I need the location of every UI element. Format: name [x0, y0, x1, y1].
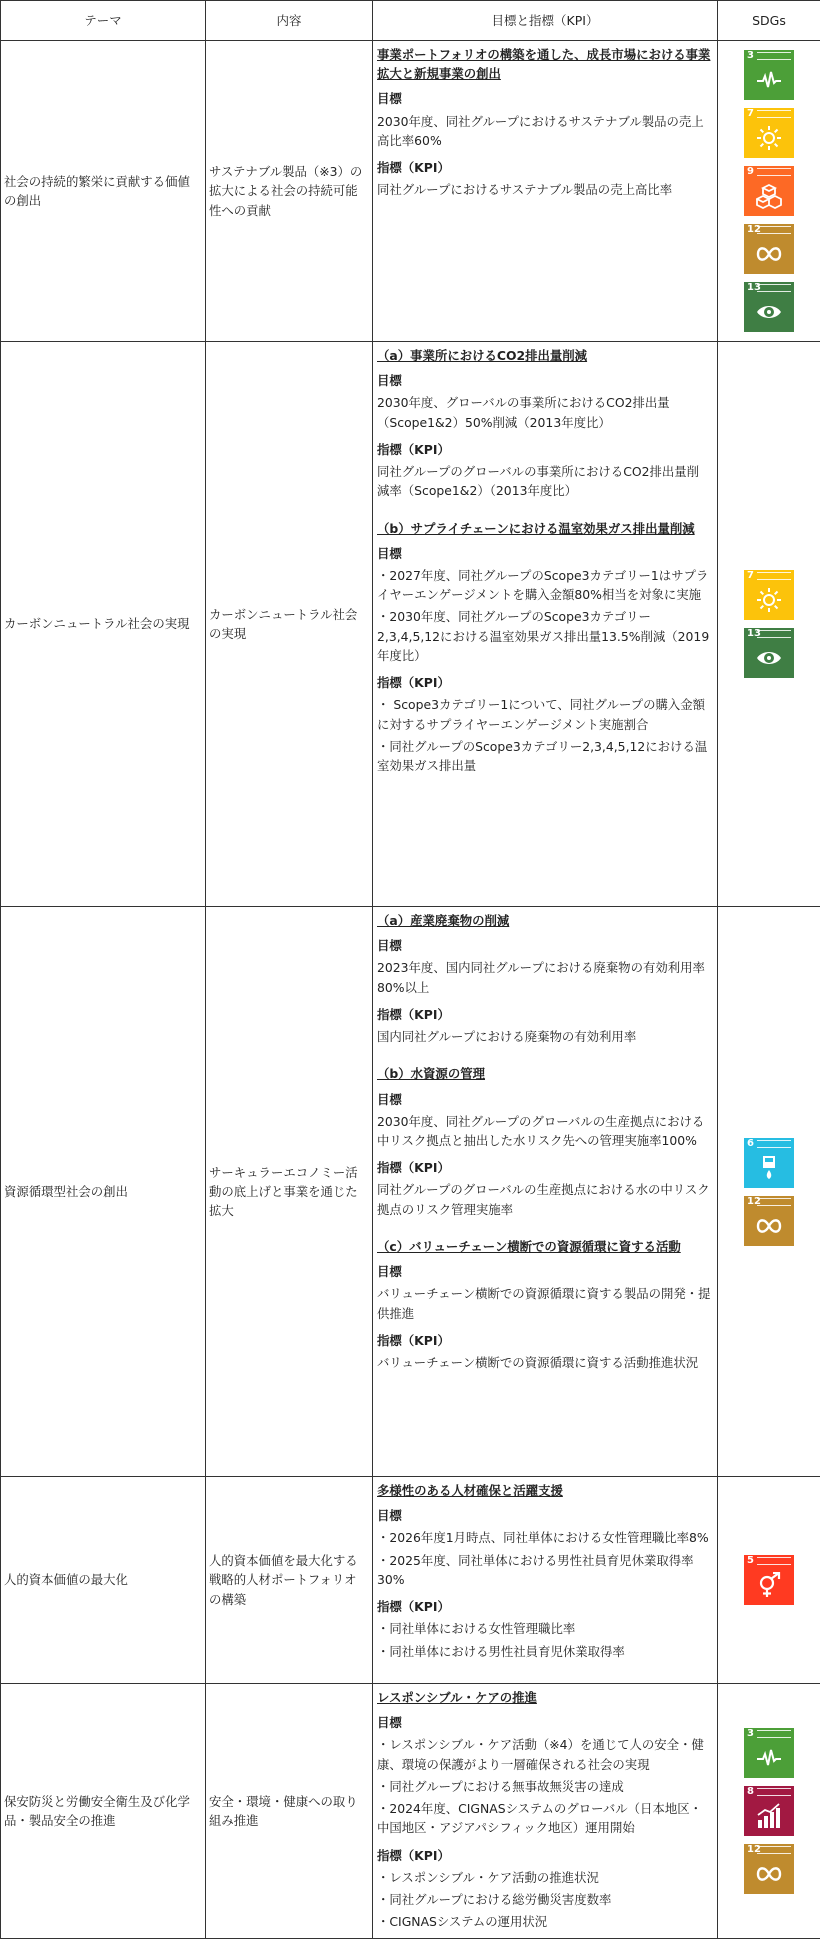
goal-text: ・2030年度、同社グループのScope3カテゴリー2,3,4,5,12における温室効果ガス排出量13.5%削減（2019年度比） — [377, 609, 710, 663]
sdg-caption-lines — [757, 168, 791, 176]
sdg-12-icon — [744, 224, 794, 274]
content-cell: サステナブル製品（※3）の拡大による社会の持続可能性への貢献 — [206, 41, 373, 342]
kpi-label: 指標（KPI） — [377, 1599, 450, 1615]
sdg-caption-lines — [757, 52, 791, 60]
content-cell: カーボンニュートラル社会の実現 — [206, 342, 373, 907]
goal-block — [377, 519, 711, 776]
goal-text: 2030年度、同社グループにおけるサステナブル製品の売上高比率60% — [377, 113, 704, 148]
kpi-text: 同社グループにおけるサステナブル製品の売上高比率 — [377, 182, 673, 198]
sdg-caption-lines — [757, 630, 791, 638]
goal-label: 目標 — [377, 1715, 402, 1731]
sdg-number: 12 — [747, 224, 761, 235]
goals-cell — [373, 41, 718, 342]
goal-block — [377, 45, 711, 200]
theme-cell: 社会の持続的繁栄に貢献する価値の創出 — [1, 41, 206, 342]
goal-label: 目標 — [377, 1264, 402, 1280]
infinity-icon — [756, 1213, 782, 1239]
kpi-text: 国内同社グループにおける廃棄物の有効利用率 — [377, 1029, 637, 1045]
kpi-label: 指標（KPI） — [377, 1847, 450, 1863]
goal-text: ・2027年度、同社グループのScope3カテゴリー1はサプライヤーエンゲージメントを購入金額80%相当を対象に実施 — [377, 567, 709, 603]
goal-text: ・レスポンシブル・ケア活動（※4）を通じて人の安全・健康、環境の保護がより一層確保される社会の実現 — [377, 1737, 704, 1772]
infinity-icon — [756, 241, 782, 267]
kpi-text: バリューチェーン横断での資源循環に資する活動推進状況 — [377, 1354, 699, 1370]
sdg-caption-lines — [757, 572, 791, 580]
sdg-12-icon — [744, 1196, 794, 1246]
goals-cell — [373, 1477, 718, 1684]
table-row — [1, 1477, 820, 1684]
sdgs-cell — [718, 1477, 820, 1684]
goal-block — [377, 1237, 711, 1372]
goal-block — [377, 1481, 711, 1661]
goal-text: 2030年度、同社グループのグローバルの生産拠点における中リスク拠点と抽出した水リスク先への管理実施率100% — [377, 1113, 705, 1148]
header-sdgs: SDGs — [718, 1, 820, 41]
goal-block — [377, 1064, 711, 1219]
goals-cell — [373, 907, 718, 1477]
sdgs-cell — [718, 342, 820, 907]
sdg-caption-lines — [757, 226, 791, 234]
kpi-text: ・CIGNASシステムの運用状況 — [377, 1914, 548, 1930]
kpi-label: 指標（KPI） — [377, 1006, 450, 1022]
sdg-number: 9 — [747, 166, 754, 177]
goal-subtitle: 多様性のある人材確保と活躍支援 — [377, 1483, 563, 1498]
theme-cell: 保安防災と労働安全衛生及び化学品・製品安全の推進 — [1, 1684, 206, 1939]
sdg-number: 3 — [747, 1728, 754, 1739]
infinity-icon — [756, 1861, 782, 1887]
goal-text: ・2026年度1月時点、同社単体における女性管理職比率8% — [377, 1530, 709, 1546]
sdg-13-icon — [744, 628, 794, 678]
goal-label: 目標 — [377, 938, 402, 954]
sdg-caption-lines — [757, 1198, 791, 1206]
sdg-7-icon — [744, 570, 794, 620]
table-row — [1, 342, 820, 907]
sdg-caption-lines — [757, 1730, 791, 1738]
sdg-number: 13 — [747, 628, 761, 639]
kpi-text: ・同社単体における女性管理職比率 — [377, 1621, 576, 1637]
sdg-8-icon — [744, 1786, 794, 1836]
table-body — [1, 41, 820, 1939]
goal-label: 目標 — [377, 1091, 402, 1107]
kpi-text: 同社グループのグローバルの事業所におけるCO2排出量削減率（Scope1&2）（2013年度比） — [377, 464, 700, 499]
sdg-12-icon — [744, 1844, 794, 1894]
sdg-9-icon — [744, 166, 794, 216]
goal-text: 2023年度、国内同社グループにおける廃棄物の有効利用率80%以上 — [377, 960, 705, 995]
sdg-13-icon — [744, 282, 794, 332]
sdgs-cell — [718, 41, 820, 342]
kpi-text: ・同社グループにおける総労働災害度数率 — [377, 1891, 612, 1907]
theme-cell: 資源循環型社会の創出 — [1, 907, 206, 1477]
sdg-caption-lines — [757, 1140, 791, 1148]
gender-icon — [756, 1572, 782, 1598]
eye-globe-icon — [756, 645, 782, 671]
goals-cell — [373, 342, 718, 907]
kpi-text: ・同社単体における男性社員育児休業取得率 — [377, 1643, 625, 1659]
goal-subtitle: （b）サプライチェーンにおける温室効果ガス排出量削減 — [377, 520, 695, 536]
sdg-caption-lines — [757, 1846, 791, 1854]
table-row — [1, 907, 820, 1477]
sdg-caption-lines — [757, 110, 791, 118]
goals-cell — [373, 1684, 718, 1939]
goal-subtitle: （c）バリューチェーン横断での資源循環に資する活動 — [377, 1238, 681, 1254]
sdg-6-icon — [744, 1138, 794, 1188]
kpi-text: ・レスポンシブル・ケア活動の推進状況 — [377, 1869, 599, 1885]
sdg-number: 12 — [747, 1195, 761, 1207]
kpi-text: ・同社グループのScope3カテゴリー2,3,4,5,12における温室効果ガス排出量 — [377, 738, 708, 773]
kpi-label: 指標（KPI） — [377, 675, 450, 691]
goal-block — [377, 911, 711, 1046]
sdg-caption-lines — [757, 1557, 791, 1565]
sun-icon — [756, 587, 782, 613]
table-row — [1, 1684, 820, 1939]
goal-text: バリューチェーン横断での資源循環に資する製品の開発・提供推進 — [377, 1286, 711, 1321]
kpi-label: 指標（KPI） — [377, 1332, 450, 1348]
header-row — [1, 1, 820, 41]
sdg-number: 12 — [747, 1844, 761, 1855]
sdg-number: 7 — [747, 108, 754, 119]
goal-text: ・同社グループにおける無事故無災害の達成 — [377, 1778, 624, 1794]
water-drop-icon — [756, 1155, 782, 1181]
kpi-label: 指標（KPI） — [377, 160, 450, 176]
header-content: 内容 — [206, 1, 373, 41]
goal-subtitle: レスポンシブル・ケアの推進 — [377, 1690, 537, 1705]
goal-label: 目標 — [377, 545, 402, 561]
sdg-number: 8 — [747, 1786, 754, 1797]
sdg-3-icon — [744, 1728, 794, 1778]
goal-subtitle: （a）事業所におけるCO2排出量削減 — [377, 348, 588, 363]
table-row — [1, 41, 820, 342]
heartbeat-icon — [756, 67, 782, 93]
header-goals: 目標と指標（KPI） — [373, 1, 718, 41]
goal-subtitle: （a）産業廃棄物の削減 — [377, 913, 510, 928]
goal-label: 目標 — [377, 373, 402, 389]
sdg-number: 3 — [747, 50, 754, 61]
sdgs-cell — [718, 907, 820, 1477]
theme-cell: 人的資本価値の最大化 — [1, 1477, 206, 1684]
goal-text: ・2025年度、同社単体における男性社員育児休業取得率30% — [377, 1552, 694, 1587]
sdg-5-icon — [744, 1555, 794, 1605]
sdgs-cell — [718, 1684, 820, 1939]
goal-text: ・2024年度、CIGNASシステムのグローバル（日本地区・中国地区・アジアパシフィック地区）運用開始 — [377, 1801, 703, 1836]
theme-cell: カーボンニュートラル社会の実現 — [1, 342, 206, 907]
content-cell: 安全・環境・健康への取り組み推進 — [206, 1684, 373, 1939]
goal-block — [377, 346, 711, 501]
sun-icon — [756, 125, 782, 151]
heartbeat-icon — [756, 1745, 782, 1771]
content-cell: サーキュラーエコノミー活動の底上げと事業を通じた拡大 — [206, 907, 373, 1477]
kpi-label: 指標（KPI） — [377, 1160, 450, 1176]
eye-globe-icon — [756, 299, 782, 325]
header-theme: テーマ — [1, 1, 206, 41]
sdg-7-icon — [744, 108, 794, 158]
kpi-label: 指標（KPI） — [377, 441, 450, 457]
kpi-text: ・ Scope3カテゴリー1について、同社グループの購入金額に対するサプライヤーエンゲージメント実施割合 — [377, 697, 706, 732]
sdg-number: 7 — [747, 570, 754, 581]
sdg-caption-lines — [757, 1788, 791, 1796]
kpi-text: 同社グループのグローバルの生産拠点における水の中リスク拠点のリスク管理実施率 — [377, 1182, 710, 1217]
cubes-icon — [756, 183, 782, 209]
goal-subtitle: 事業ポートフォリオの構築を通した、成長市場における事業拡大と新規事業の創出 — [377, 47, 711, 82]
content-cell: 人的資本価値を最大化する戦略的人材ポートフォリオの構築 — [206, 1477, 373, 1684]
sdg-caption-lines — [757, 284, 791, 292]
sdg-3-icon — [744, 50, 794, 100]
goal-subtitle: （b）水資源の管理 — [377, 1066, 485, 1082]
sdg-number: 6 — [747, 1137, 754, 1149]
goal-block — [377, 1688, 711, 1931]
sdg-number: 5 — [747, 1555, 754, 1566]
goal-label: 目標 — [377, 1508, 402, 1524]
goal-label: 目標 — [377, 91, 402, 107]
growth-chart-icon — [756, 1803, 782, 1829]
sdg-number: 13 — [747, 282, 761, 293]
goal-text: 2030年度、グローバルの事業所におけるCO2排出量（Scope1&2）50%削減（2013年度比） — [377, 395, 670, 430]
